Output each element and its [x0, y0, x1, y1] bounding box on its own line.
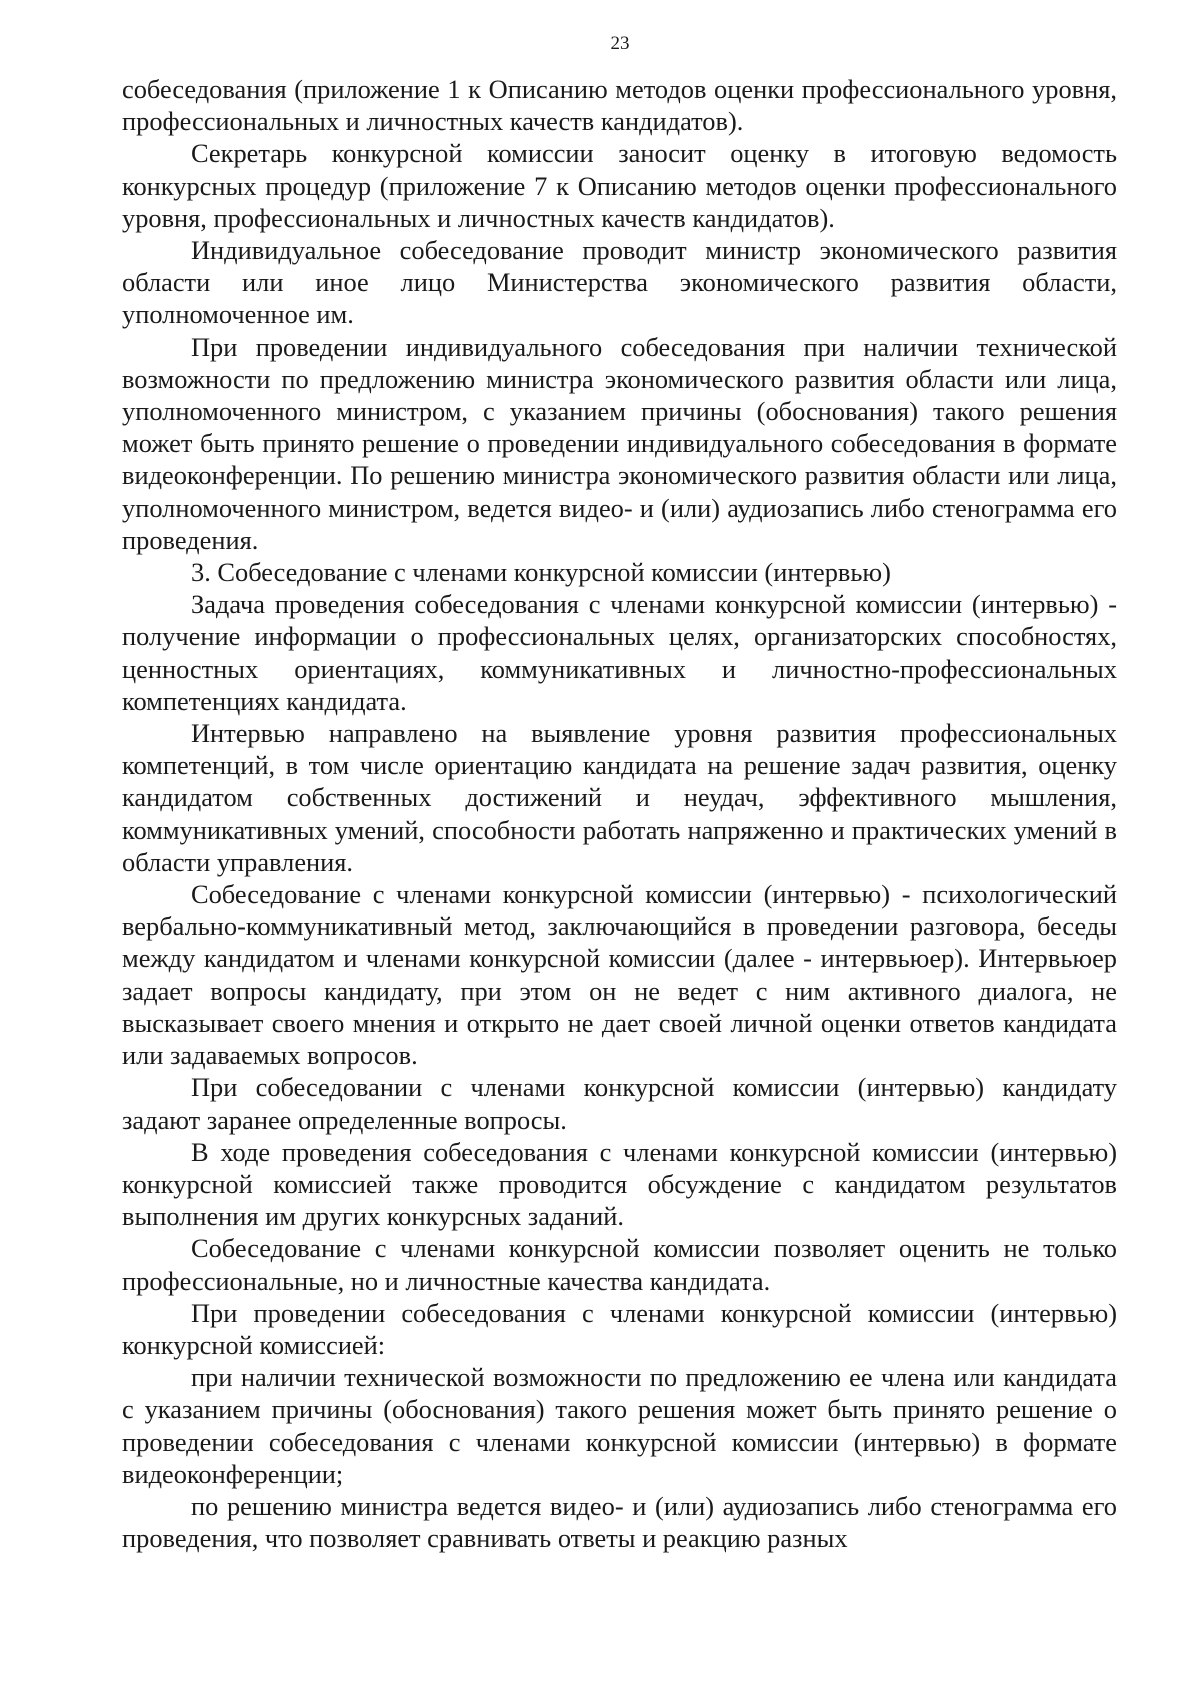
section-heading: 3. Собеседование с членами конкурсной комиссии (интервью) — [191, 557, 891, 588]
paragraph: При проведении собеседования с членами конкурсной комиссии (интервью) конкурсной комиссией: — [122, 1297, 1117, 1360]
list-item: при наличии технической возможности по предложению ее члена или кандидата с указанием причины (обоснования) такого решения может быть принято решение о проведении собеседования с членами конкурсной комиссии (интервью) в формате видеоконференции; — [122, 1362, 1117, 1489]
paragraph: Задача проведения собеседования с членами конкурсной комиссии (интервью) - получение информации о профессиональных целях, организаторских способностях, ценностных ориентациях, коммуникативных и личностно-профессиональных компетенциях кандидата. — [122, 589, 1117, 716]
paragraph: Секретарь конкурсной комиссии заносит оценку в итоговую ведомость конкурсных процедур (приложение 7 к Описанию методов оценки профессионального уровня, профессиональных и личностных качеств кандидатов). — [122, 138, 1117, 233]
list-item: по решению министра ведется видео- и (или) аудиозапись либо стенограмма его проведения, что позволяет сравнивать ответы и реакцию разных — [122, 1490, 1117, 1554]
paragraph-continuation: собеседования (приложение 1 к Описанию методов оценки профессионального уровня, профессиональных и личностных качеств кандидатов). — [122, 74, 1117, 137]
page-number: 23 — [610, 33, 630, 54]
paragraph: При проведении индивидуального собеседования при наличии технической возможности по предложению министра экономического развития области или лица, уполномоченного министром, с указанием причины (обоснования) такого решения может быть принято решение о проведении индивидуального собеседования в формате видеоконференции. По решению министра экономического развития области или лица, уполномоченного министром, ведется видео- и (или) аудиозапись либо стенограмма его проведения. — [122, 331, 1117, 555]
paragraph: Индивидуальное собеседование проводит министр экономического развития области или иное лицо Министерства экономического развития области, уполномоченное им. — [122, 235, 1117, 330]
document-body — [122, 73, 1117, 1554]
paragraph: Интервью направлено на выявление уровня развития профессиональных компетенций, в том числе ориентацию кандидата на решение задач развития, оценку кандидатом собственных достижений и неудач, эффективного мышления, коммуникативных умений, способности работать напряженно и практических умений в области управления. — [122, 718, 1117, 877]
paragraph: Собеседование с членами конкурсной комиссии позволяет оценить не только профессиональные, но и личностные качества кандидата. — [122, 1233, 1117, 1296]
paragraph: В ходе проведения собеседования с членами конкурсной комиссии (интервью) конкурсной комиссией также проводится обсуждение с кандидатом результатов выполнения им других конкурсных заданий. — [122, 1136, 1117, 1232]
paragraph: Собеседование с членами конкурсной комиссии (интервью) - психологический вербально-коммуникативный метод, заключающийся в проведении разговора, беседы между кандидатом и членами конкурсной комиссии (далее - интервьюер). Интервьюер задает вопросы кандидату, при этом он не ведет с ним активного диалога, не высказывает своего мнения и открыто не дает своей личной оценки ответов кандидата или задаваемых вопросов. — [122, 879, 1117, 1071]
paragraph: При собеседовании с членами конкурсной комиссии (интервью) кандидату задают заранее определенные вопросы. — [122, 1072, 1117, 1135]
